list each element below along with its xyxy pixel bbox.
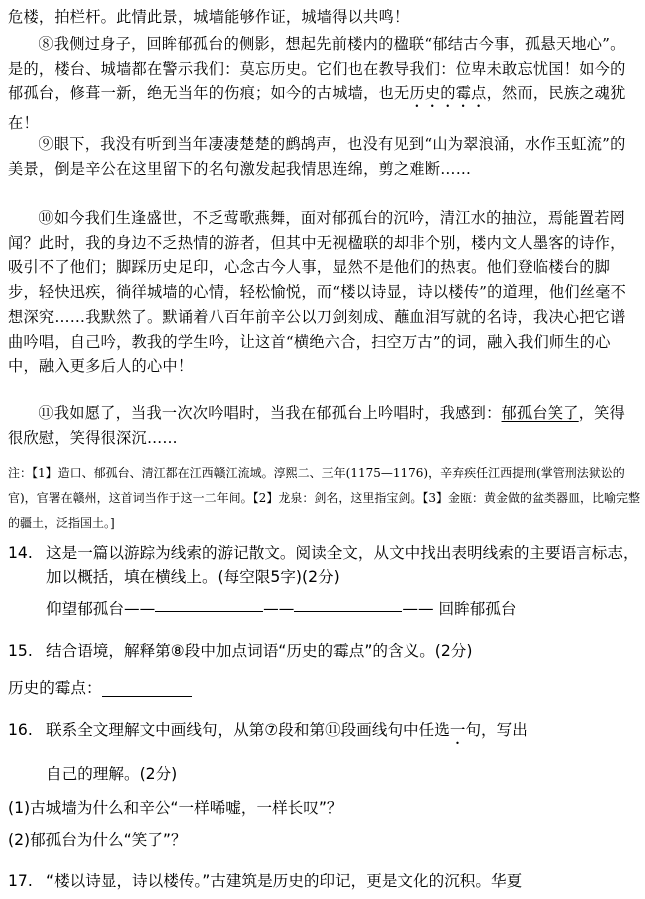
- clue-line: [46, 597, 640, 621]
- dotted-word: 一: [449, 721, 466, 739]
- answer-blank-2[interactable]: [294, 610, 402, 612]
- clue-dash: ——: [263, 600, 295, 618]
- paragraph-11: [8, 401, 640, 450]
- underlined-sentence: 郁孤台笑了: [501, 404, 579, 422]
- dotted-phrase: 历史的霉点: [409, 84, 487, 103]
- question-text: 结合语境，解释第⑧段中加点词语“历史的霉点”的含义。(2分): [46, 642, 473, 660]
- answer-blank[interactable]: [102, 695, 192, 697]
- clue-end: —— 回眸郁孤台: [402, 600, 517, 618]
- question-14: [8, 541, 640, 621]
- question-16: [8, 718, 640, 748]
- answer-label: 历史的霉点：: [8, 679, 102, 697]
- question-text: [46, 718, 640, 748]
- paragraph-10: ⑩如今我们生逢盛世，不乏莺歌燕舞，面对郁孤台的沉吟，清江水的抽泣，焉能置若罔闻？此时，我的身边不乏热情的游者，但其中无视楹联的却非个别，楼内文人墨客的诗作，吸引不了他们；脚踩历史足印，心念古今人事，显然不是他们的热衷。他们登临楼台的脚步，轻快迅疾，徜徉城墙的心情，轻松愉悦，而“楼以诗显，诗以楼传”的道理，他们丝毫不想深究……我默然了。默诵着八百年前辛公以刀剑刻成、蘸血泪写就的名诗，我决心把它谱曲吟唱，自己吟，教我的学生吟，让这首“横绝六合，扫空万古”的词，融入我们师生的心中，融入更多后人的心中！: [8, 209, 627, 376]
- question-number: 17.: [8, 872, 33, 890]
- sub-question-2: (2)郁孤台为什么“笑了”？: [8, 831, 187, 849]
- question-number: 16.: [8, 721, 33, 739]
- question-text-b: 句，写出: [465, 721, 528, 739]
- question-number: 15.: [8, 642, 33, 660]
- question-text-line2: 自己的理解。(2分): [46, 765, 178, 783]
- clue-start: 仰望郁孤台——: [46, 600, 156, 618]
- question-15: [8, 639, 640, 663]
- question-text: “楼以诗显，诗以楼传。”古建筑是历史的印记，更是文化的沉积。华夏: [46, 872, 523, 890]
- question-text: 这是一篇以游踪为线索的游记散文。阅读全文，从文中找出表明线索的主要语言标志，加以概括，填在横线上。(每空限5字)(2分): [46, 544, 639, 586]
- question-text-a: 联系全文理解文中画线句，从第⑦段和第⑪段画线句中任选: [46, 721, 450, 739]
- footnotes: 注：【1】造口、郁孤台、清江都在江西赣江流域。淳熙二、三年(1175—1176)，辛弃疾任江西提刑(掌管刑法狱讼的官)，官署在赣州，这首词当作于这一二年间。【2】龙泉：剑名，这里指宝剑。【3】金瓯：黄金做的盆类器皿，比喻完整的疆土，泛指国土。]: [8, 466, 640, 530]
- paragraph-8-text-a: ⑧我侧过身子，回眸郁孤台的侧影，想起先前楼内的楹联“郁结古今事，孤悬天地心”。是的，楼台、城墙都在警示我们：莫忘历史。它们也在教导我们：位卑未敢忘忧国！如今的郁孤台，修葺一新，绝无当年的伤痕；如今的古城墙，也无: [8, 35, 626, 103]
- paragraph-11-text-a: ⑪我如愿了，当我一次次吟唱时，当我在郁孤台上吟唱时，我感到：: [38, 404, 502, 422]
- question-15-answer: [8, 676, 640, 700]
- answer-blank-1[interactable]: [155, 610, 263, 612]
- question-16-line2: [8, 762, 640, 786]
- paragraph-8-text-b: ，然而，民族之魂犹在！: [8, 84, 626, 133]
- paragraph-8: [8, 32, 640, 136]
- paragraph-9: ⑨眼下，我没有听到当年凄凄楚楚的鹧鸪声，也没有见到“山为翠浪涌，水作玉虹流”的美景，倒是辛公在这里留下的名句激发起我情思连绵，剪之难断……: [8, 135, 626, 178]
- question-17: [8, 869, 640, 893]
- paragraph-11-text-b: ，笑得很欣慰，笑得很深沉……: [8, 404, 626, 447]
- paragraph-7-end: 危楼，拍栏杆。此情此景，城墙能够作证，城墙得以共鸣！: [8, 8, 410, 26]
- question-number: 14.: [8, 544, 33, 562]
- sub-question-1: (1)古城墙为什么和辛公“一样唏嘘，一样长叹”？: [8, 799, 343, 817]
